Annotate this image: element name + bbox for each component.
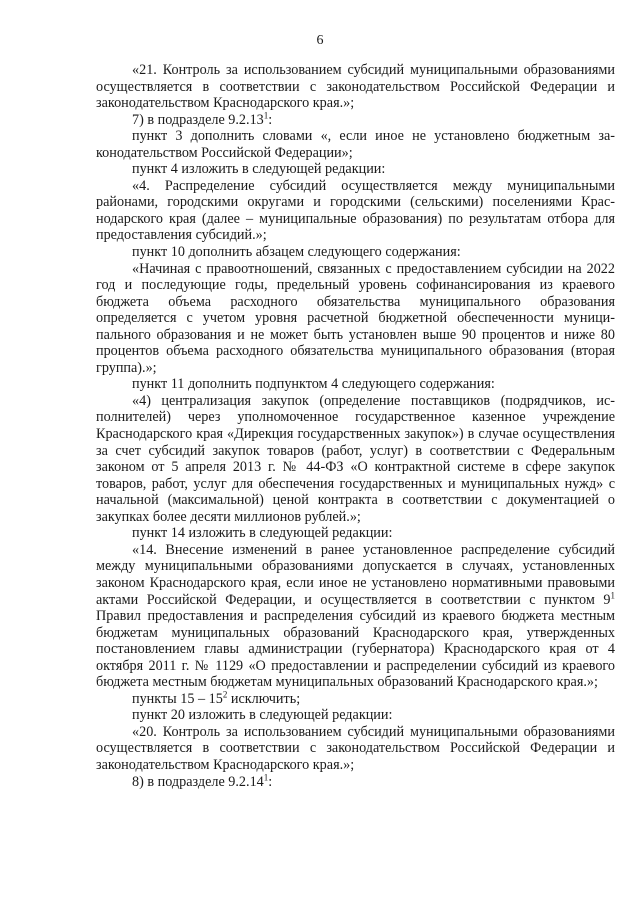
paragraph-14: «20. Контроль за использованием субсидий муниципальными образованиями осуществляется в соответствии с законодательством Российской Федерации и законодательством Краснодарского края.»;	[96, 723, 615, 773]
paragraph-8: пункт 11 дополнить подпунктом 4 следующего содержания:	[132, 376, 495, 393]
paragraph-15: 8) в подразделе 9.2.14$^1$:	[132, 771, 273, 790]
paragraph-13: пункт 20 изложить в следующей редакции:	[132, 707, 393, 724]
paragraph-4: пункт 4 изложить в следующей редакции:	[132, 161, 386, 178]
paragraph-10: пункт 14 изложить в следующей редакции:	[132, 525, 393, 542]
document-body	[96, 62, 615, 790]
paragraph-1: «21. Контроль за использованием субсидий муниципальными образованиями осуществляется в соответствии с законодательством Российской Федерации и законодательством Краснодарского края.»;	[96, 62, 615, 112]
paragraph-11: «14. Внесение изменений в ранее установленное распределение субсидий между муниципальными образованиями допускается в случаях, установленных законом Краснодарского края, если иное не установлено нормативными правовыми актами Российской Федерации, и осуществляется в соответствии с пунктом $9^1$ Правил предоставления и распределения субсидий из краевого бюджета местным бюджетам муниципальных образований Краснодарского края, утвержденных постановлением главы администрации (губернатора) Краснодарского края от 4 октября 2011 г. № 1129 «О предоставлении и распределении субсидий из краевого бюджета местным бюджетам муниципальных образований Краснодарского края.»;	[96, 541, 615, 691]
paragraph-6: пункт 10 дополнить абзацем следующего содержания:	[132, 244, 461, 261]
paragraph-7: «Начиная с правоотношений, связанных с предоставлением субсидии на 2022 год и последующие годы, предельный уровень софинансирования из краевого бюджета объема расходного обязательства муниципального образования определяется с учетом уровня расчетной бюджетной обеспеченности муниципального образования и не может быть установлен выше 90 процентов и ниже 80 процентов объема расходного обязательства муниципального образования (вторая группа).»;	[96, 260, 615, 376]
page-number: 6	[316, 33, 324, 48]
paragraph-12: пункты $15 - 15^2$ исключить;	[132, 689, 301, 707]
paragraph-2: 7) в подразделе 9.2.13$^1$:	[132, 109, 273, 128]
paragraph-9: «4) централизация закупок (определение поставщиков (подрядчиков, исполнителей) через уполномоченное государственное казенное учреждение Краснодарского края «Дирекция государственных закупок») в случае осуществления за счет субсидий закупок товаров (работ, услуг) в соответствии с Федеральным законом от 5 апреля 2013 г. № 44-ФЗ «О контрактной системе в сфере закупок товаров, работ, услуг для обеспечения государственных и муниципальных нужд» с начальной (максимальной) ценой контракта в соответствии с документацией о закупках более десяти миллионов рублей.»;	[96, 392, 615, 525]
paragraph-3: пункт 3 дополнить словами «, если иное не установлено бюджетным законодательством Российской Федерации»;	[96, 128, 615, 161]
paragraph-5: «4. Распределение субсидий осуществляется между муниципальными районами, городскими округами и городскими (сельскими) поселениями Краснодарского края (далее – муниципальные образования) по результатам отбора для предоставления субсидий.»;	[96, 177, 615, 244]
